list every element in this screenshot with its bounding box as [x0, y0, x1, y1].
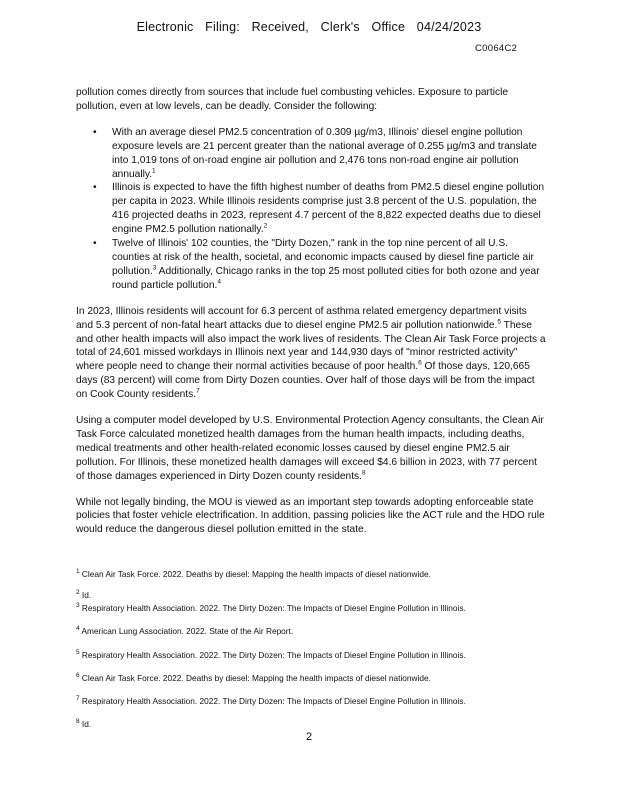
footnote-text: Id. — [79, 719, 92, 729]
footnote-number: 7 — [76, 695, 80, 703]
footnote-ref: 6 — [418, 359, 422, 367]
footnote-ref: 2 — [263, 222, 268, 230]
footnote — [76, 650, 556, 660]
footnote-number: 2 — [76, 589, 80, 597]
health-impacts-paragraph — [76, 305, 546, 402]
footnote-text: Id. — [79, 590, 92, 600]
mou-paragraph: While not legally binding, the MOU is viewed as an important step towards adopting enforceable state policies that foster vehicle electrification. In addition, passing policies like the ACT rule and the HDO rule would reduce the dangerous diesel pollution emitted in the state. — [76, 496, 545, 536]
footnote-text: Respiratory Health Association. 2022. The Dirty Dozen: The Impacts of Diesel Engine Pollution in Illinois. — [79, 603, 466, 613]
footnote-text: American Lung Association. 2022. State of the Air Report. — [79, 626, 294, 636]
footnote — [76, 626, 556, 636]
bullet-text: With an average diesel PM2.5 concentration of 0.309 µg/m3, Illinois' diesel engine pollution exposure levels are 21 percent greater than the national average of 0.255 µg/m3 and translate into 1,019 tons of on-road engine air pollution and 2,476 tons non-road engine air pollution annually. — [112, 126, 537, 180]
paragraph-text: These and other health impacts will also impact the work lives of residents. The Clean Air Task Force projects a total of 24,601 missed workdays in Illinois next year and 144,930 days of "minor restricted activity" where people need to change their normal activities because of poor health. — [76, 319, 546, 373]
document-body — [76, 86, 546, 549]
bullet-item — [112, 181, 546, 237]
paragraph-text: Of those days, 120,665 days (83 percent) will come from Dirty Dozen counties. Over half of those days will be from the impact on Cook County residents. — [76, 361, 535, 401]
paragraph-text: Using a computer model developed by U.S. Environmental Protection Agency consultants, the Clean Air Task Force calculated monetized health damages from the human health impacts, including deaths, medical treatments and other health-related economic losses caused by diesel engine PM2.5 air pollution. For Illinois, these monetized health damages will exceed $4.6 billion in 2023, with 77 percent of those damages experienced in Dirty Dozen county residents. — [76, 415, 544, 482]
footnote-ref: 8 — [361, 469, 366, 477]
bullet-text: Twelve of Illinois' 102 counties, the "Dirty Dozen," rank in the top nine percent of all U.S. counties at risk of the health, societal, and economic impacts caused by diesel fine particle air pollution. — [112, 238, 534, 277]
footnote — [76, 719, 556, 729]
footnote-number: 8 — [76, 718, 80, 726]
footnote — [76, 673, 556, 683]
footnote-number: 6 — [76, 672, 80, 680]
footnote-ref: 5 — [497, 318, 501, 326]
bullet-text: Illinois is expected to have the fifth highest number of deaths from PM2.5 diesel engine pollution per capita in 2023. While Illinois residents comprise just 3.8 percent of the U.S. population, the 416 projected deaths in 2023, represent 4.7 percent of the 8,822 expected deaths due to diesel engine PM2.5 pollution nationally. — [112, 182, 545, 236]
footnote-number: 5 — [76, 649, 80, 657]
bullet-list — [76, 126, 546, 293]
footnote — [76, 590, 556, 600]
footnote-number: 3 — [76, 602, 80, 610]
bullet-text: Additionally, Chicago ranks in the top 25 most polluted cities for both ozone and year round particle pollution. — [112, 265, 540, 291]
footnote-ref: 1 — [152, 167, 156, 175]
bullet-item — [112, 126, 546, 182]
document-id: C0064C2 — [475, 43, 518, 54]
footnote-text: Clean Air Task Force. 2022. Deaths by diesel: Mapping the health impacts of diesel nationwide. — [79, 673, 431, 683]
footnote-text: Respiratory Health Association. 2022. The Dirty Dozen: The Impacts of Diesel Engine Pollution in Illinois. — [79, 650, 466, 660]
bullet-item — [112, 237, 546, 293]
footnote-text: Respiratory Health Association. 2022. The Dirty Dozen: The Impacts of Diesel Engine Pollution in Illinois. — [79, 696, 466, 706]
footnote-number: 4 — [76, 625, 80, 633]
footnote-ref: 3 — [152, 264, 157, 272]
footnote-number: 1 — [76, 568, 80, 576]
footnote — [76, 569, 556, 579]
filing-header: Electronic Filing: Received, Clerk's Office 04/24/2023 — [136, 20, 482, 34]
footnote-ref: 7 — [196, 387, 200, 395]
intro-paragraph: pollution comes directly from sources that include fuel combusting vehicles. Exposure to particle pollution, even at low levels, can be deadly. Consider the following: — [76, 87, 509, 112]
monetized-damages-paragraph — [76, 414, 546, 484]
footnote — [76, 603, 556, 613]
footnote — [76, 696, 556, 706]
footnote-text: Clean Air Task Force. 2022. Deaths by diesel: Mapping the health impacts of diesel nationwide. — [79, 569, 431, 579]
page-number: 2 — [305, 731, 313, 743]
paragraph-text: In 2023, Illinois residents will account for 6.3 percent of asthma related emergency department visits and 5.3 percent of non-fatal heart attacks due to diesel engine PM2.5 air pollution nationwide. — [76, 305, 527, 331]
footnote-ref: 4 — [217, 278, 221, 286]
